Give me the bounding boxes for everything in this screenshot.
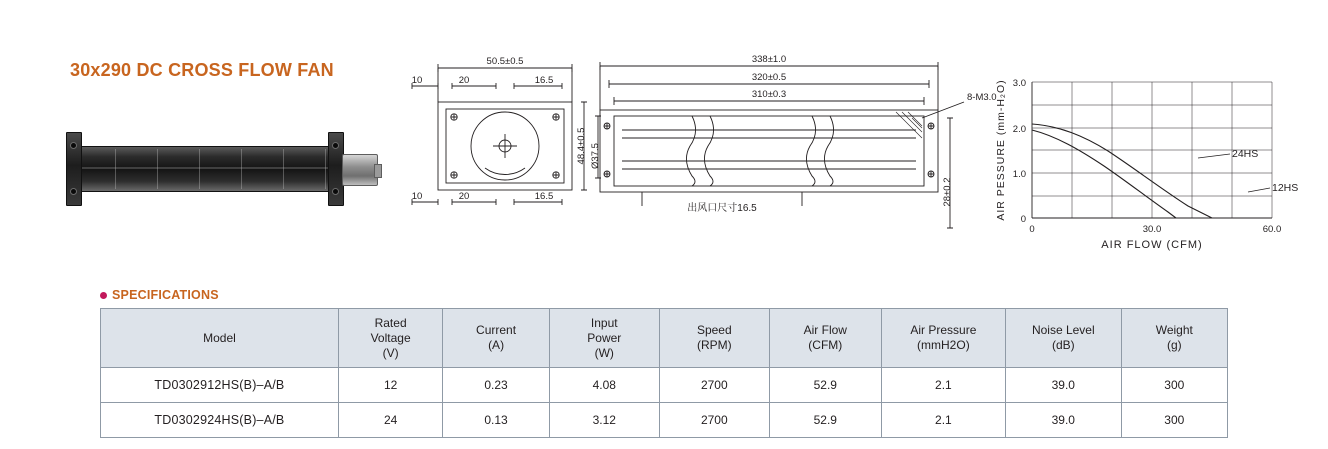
- svg-text:24HS: 24HS: [1232, 148, 1259, 160]
- svg-text:AIR PESSURE (mm-H₂O): AIR PESSURE (mm-H₂O): [995, 79, 1007, 221]
- table-header-row: [101, 309, 1228, 368]
- cell-speed: 2700: [659, 368, 769, 403]
- svg-text:16.5: 16.5: [534, 191, 554, 202]
- cell-air-flow: 52.9: [769, 403, 881, 438]
- product-photo: [66, 132, 382, 208]
- fan-body: [74, 146, 344, 192]
- mount-bracket-left: [66, 132, 82, 206]
- specifications-heading-label: SPECIFICATIONS: [112, 288, 219, 302]
- technical-drawings: [392, 6, 1322, 256]
- specifications-table: [100, 308, 1228, 438]
- svg-text:16.5: 16.5: [534, 75, 554, 86]
- svg-text:出风口尺寸16.5: 出风口尺寸16.5: [687, 203, 757, 214]
- svg-text:10: 10: [411, 75, 423, 86]
- svg-text:3.0: 3.0: [1012, 78, 1026, 89]
- svg-text:30.0: 30.0: [1142, 224, 1162, 235]
- svg-text:20: 20: [458, 191, 470, 202]
- cell-noise-level: 39.0: [1005, 403, 1121, 438]
- col-current: Current (A): [443, 309, 549, 368]
- cell-weight: 300: [1121, 368, 1227, 403]
- cell-weight: 300: [1121, 403, 1227, 438]
- cell-rated-voltage: 24: [338, 403, 442, 438]
- cell-rated-voltage: 12: [338, 368, 442, 403]
- table-row: [101, 368, 1228, 403]
- svg-text:AIR FLOW (CFM): AIR FLOW (CFM): [1101, 239, 1203, 251]
- cell-current: 0.23: [443, 368, 549, 403]
- bullet-icon: [100, 292, 107, 299]
- cell-input-power: 3.12: [549, 403, 659, 438]
- cell-current: 0.13: [443, 403, 549, 438]
- svg-text:338±1.0: 338±1.0: [751, 54, 787, 65]
- page-title: 30x290 DC CROSS FLOW FAN: [70, 60, 334, 80]
- col-weight: Weight (g): [1121, 309, 1227, 368]
- svg-text:48.4±0.5: 48.4±0.5: [576, 127, 587, 165]
- col-model: Model: [101, 309, 339, 368]
- svg-text:2.0: 2.0: [1012, 124, 1026, 135]
- cell-air-flow: 52.9: [769, 368, 881, 403]
- cell-air-pressure: 2.1: [881, 403, 1005, 438]
- col-input-power: Input Power (W): [549, 309, 659, 368]
- svg-text:10: 10: [411, 191, 423, 202]
- svg-text:8-M3.0: 8-M3.0: [967, 92, 997, 103]
- svg-text:310±0.3: 310±0.3: [751, 89, 787, 100]
- col-rated-voltage: Rated Voltage (V): [338, 309, 442, 368]
- cell-air-pressure: 2.1: [881, 368, 1005, 403]
- col-speed: Speed (RPM): [659, 309, 769, 368]
- svg-text:320±0.5: 320±0.5: [751, 72, 787, 83]
- table-row: [101, 403, 1228, 438]
- svg-text:0: 0: [1029, 224, 1035, 235]
- svg-text:28±0.2: 28±0.2: [942, 177, 953, 207]
- cell-input-power: 4.08: [549, 368, 659, 403]
- col-noise-level: Noise Level (dB): [1005, 309, 1121, 368]
- svg-text:0: 0: [1020, 214, 1026, 225]
- svg-text:60.0: 60.0: [1262, 224, 1282, 235]
- col-air-flow: Air Flow (CFM): [769, 309, 881, 368]
- svg-text:Ø37.5: Ø37.5: [590, 143, 601, 169]
- svg-text:20: 20: [458, 75, 470, 86]
- cell-noise-level: 39.0: [1005, 368, 1121, 403]
- svg-text:12HS: 12HS: [1272, 182, 1299, 194]
- specifications-heading: [100, 288, 219, 302]
- cell-speed: 2700: [659, 403, 769, 438]
- motor-housing: [342, 154, 378, 186]
- svg-text:50.5±0.5: 50.5±0.5: [486, 56, 524, 67]
- col-air-pressure: Air Pressure (mmH2O): [881, 309, 1005, 368]
- cell-model: TD0302912HS(B)–A/B: [101, 368, 339, 403]
- cell-model: TD0302924HS(B)–A/B: [101, 403, 339, 438]
- svg-text:1.0: 1.0: [1012, 169, 1026, 180]
